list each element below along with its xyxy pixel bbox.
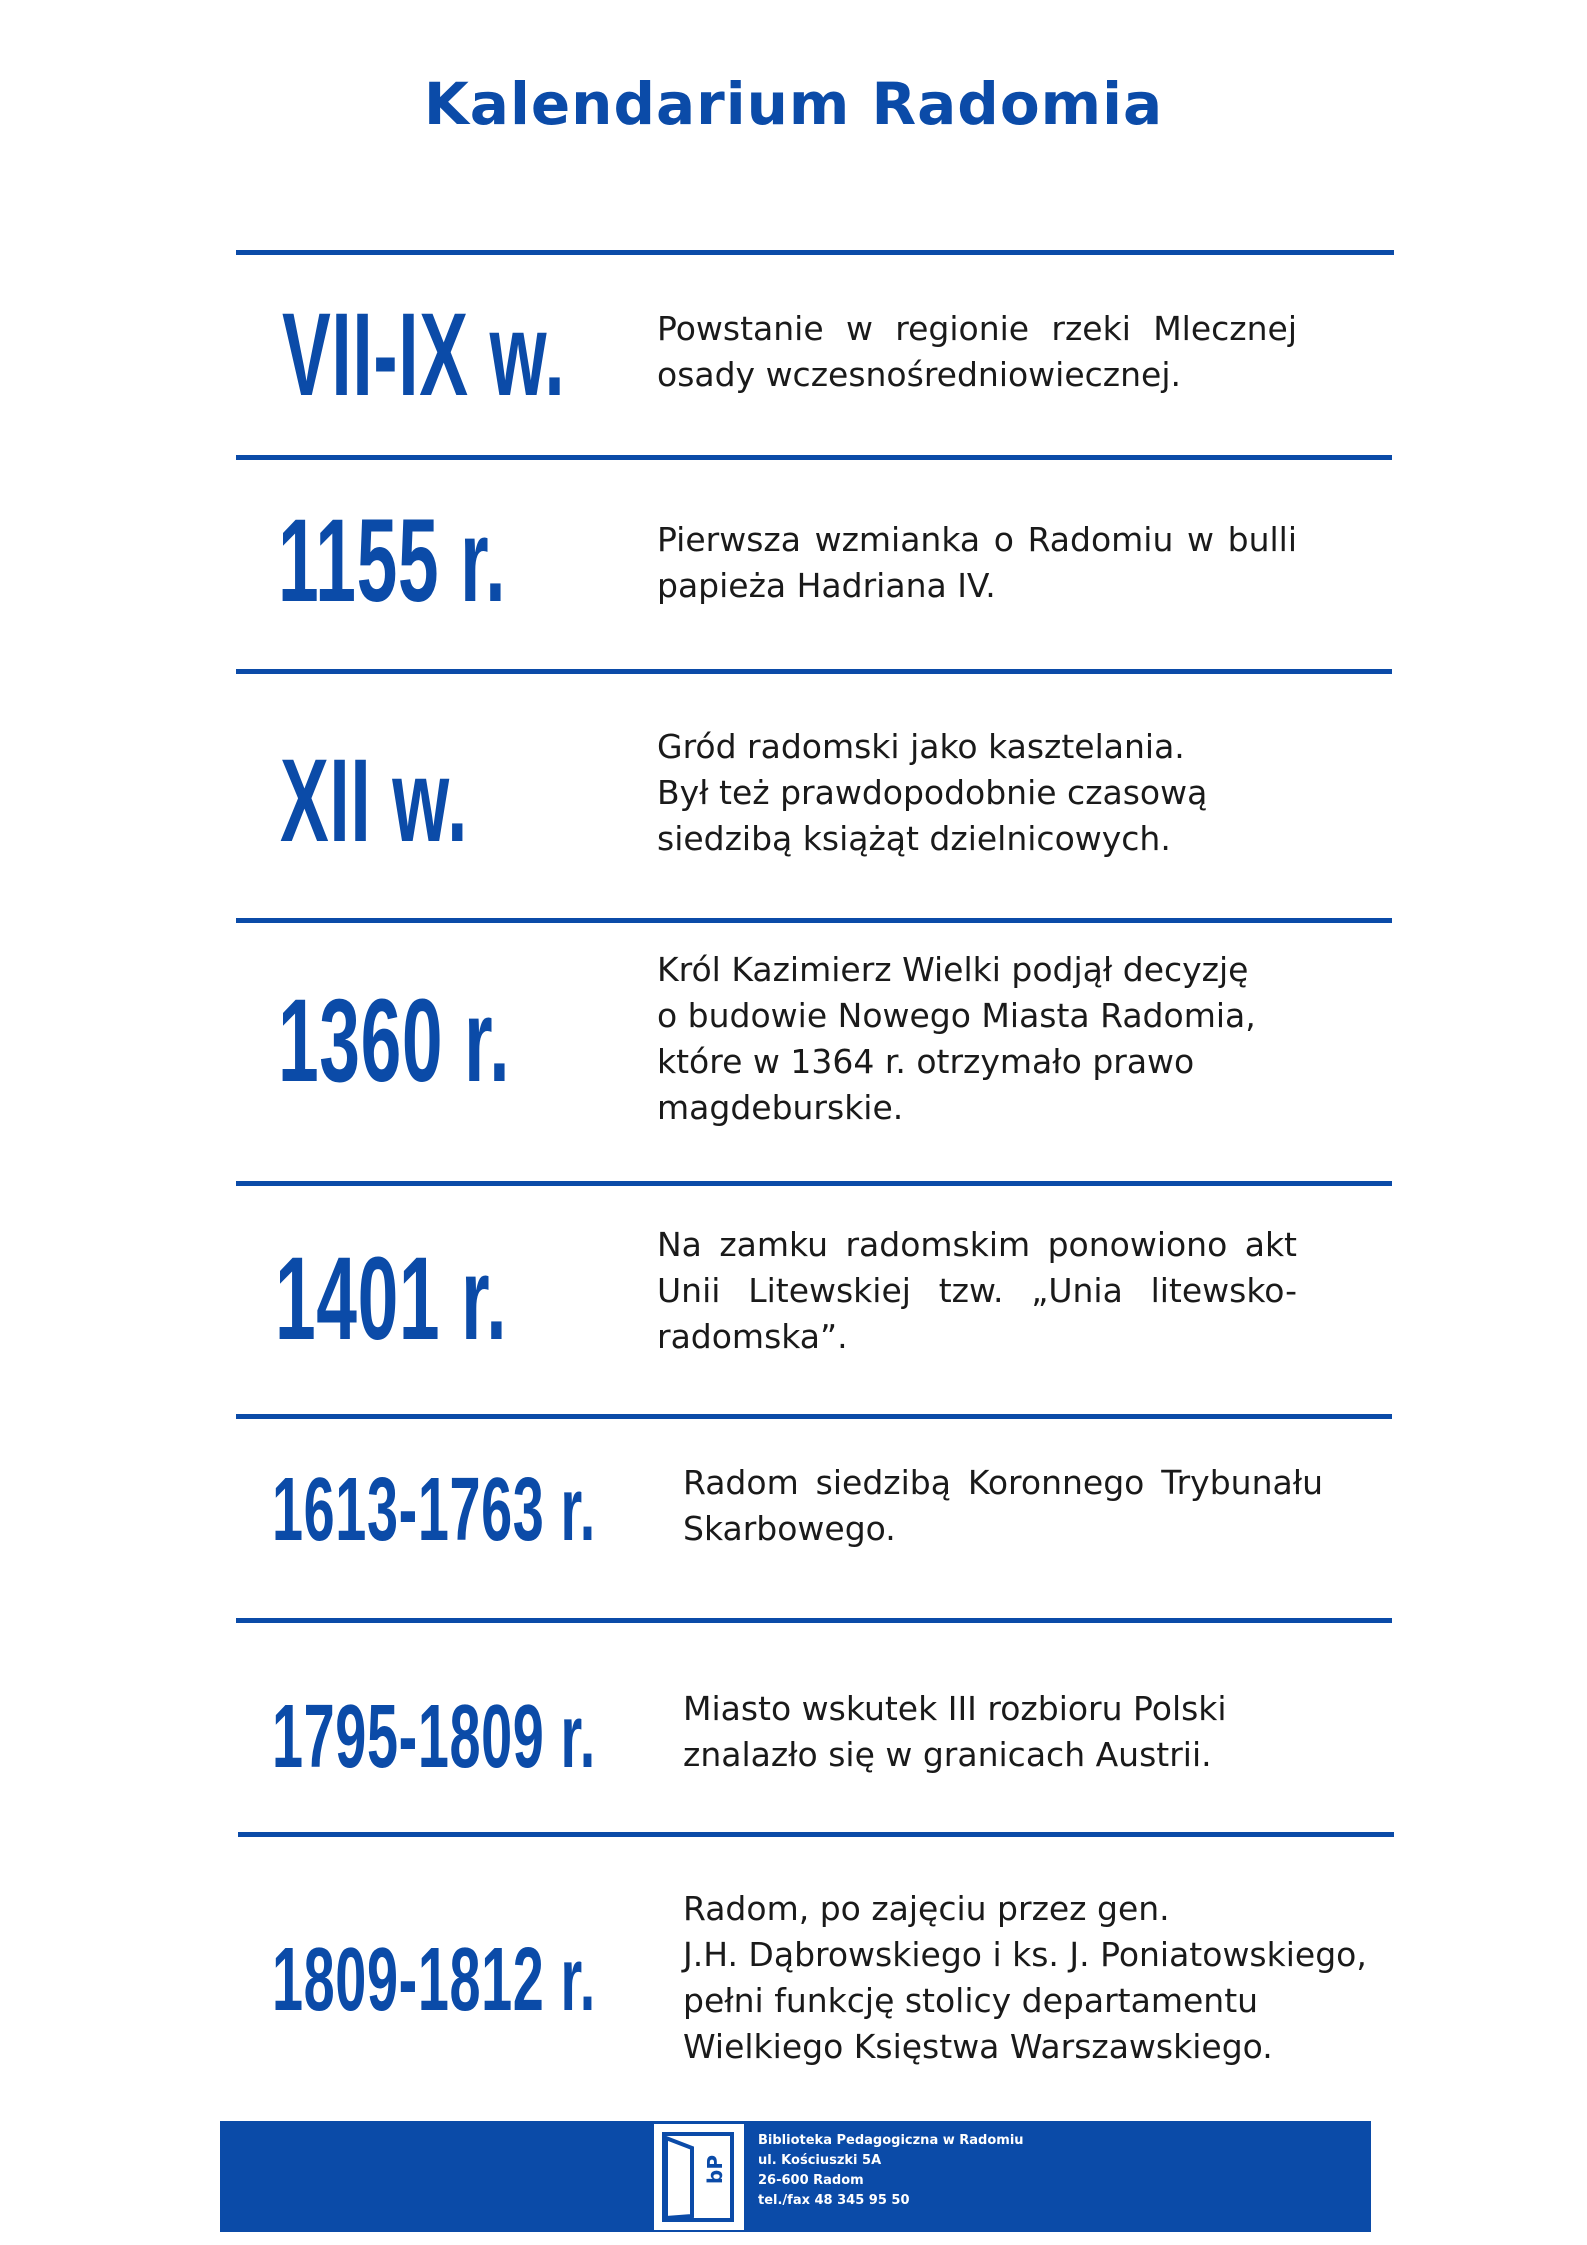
divider	[236, 250, 1394, 255]
description-line: Wielkiego Księstwa Warszawskiego.	[683, 2027, 1273, 2066]
description-line: radomska”.	[657, 1317, 848, 1356]
entry-description	[683, 1886, 1403, 2070]
description-line: Radom, po zajęciu przez gen.	[683, 1889, 1170, 1928]
divider	[236, 1181, 1392, 1186]
entry-description	[657, 517, 1297, 609]
description-line: J.H. Dąbrowskiego i ks. J. Poniatowskiego,	[683, 1935, 1367, 1974]
divider	[238, 1832, 1394, 1837]
description-line: znalazło się w granicach Austrii.	[683, 1735, 1212, 1774]
entry-year: 1795-1809 r.	[272, 1687, 596, 1787]
description-line: Król Kazimierz Wielki podjął decyzję	[657, 950, 1249, 989]
library-address	[758, 2131, 1024, 2211]
library-city: 26-600 Radom	[758, 2173, 864, 2188]
description-line: osady wczesnośredniowiecznej.	[657, 355, 1181, 394]
description-line: Unii Litewskiej tzw. „Unia litewsko-	[657, 1271, 1297, 1310]
entry-description	[683, 1686, 1383, 1778]
library-name: Biblioteka Pedagogiczna w Radomiu	[758, 2133, 1024, 2148]
description-line: Gród radomski jako kasztelania.	[657, 727, 1185, 766]
entry-year: VII-IX w.	[282, 289, 566, 421]
description-line: Pierwsza wzmianka o Radomiu w bulli	[657, 520, 1297, 559]
description-line: magdeburskie.	[657, 1088, 904, 1127]
page-title: Kalendarium Radomia	[423, 70, 1164, 138]
divider	[236, 1618, 1392, 1623]
library-logo	[654, 2124, 744, 2230]
library-street: ul. Kościuszki 5A	[758, 2153, 882, 2168]
description-line: Radom siedzibą Koronnego Trybunału	[683, 1463, 1323, 1502]
entry-description	[657, 947, 1357, 1131]
entry-year: 1401 r.	[275, 1233, 508, 1365]
description-line: Na zamku radomskim ponowiono akt	[657, 1225, 1297, 1264]
divider	[236, 669, 1392, 674]
entry-description	[657, 306, 1297, 398]
divider	[236, 1414, 1392, 1419]
description-line: o budowie Nowego Miasta Radomia,	[657, 996, 1256, 1035]
door-book-icon	[654, 2124, 744, 2230]
logo-lettering: bP	[703, 2155, 727, 2184]
entry-year: 1360 r.	[278, 975, 511, 1107]
description-line: Skarbowego.	[683, 1509, 896, 1548]
entry-description	[683, 1460, 1323, 1552]
library-phone: tel./fax 48 345 95 50	[758, 2193, 910, 2208]
description-line: Był też prawdopodobnie czasową	[657, 773, 1208, 812]
description-line: papieża Hadriana IV.	[657, 566, 996, 605]
entry-year: 1613-1763 r.	[272, 1460, 596, 1560]
divider	[236, 918, 1392, 923]
description-line: pełni funkcję stolicy departamentu	[683, 1981, 1259, 2020]
description-line: Powstanie w regionie rzeki Mlecznej	[657, 309, 1297, 348]
description-line: które w 1364 r. otrzymało prawo	[657, 1042, 1195, 1081]
entry-description	[657, 1222, 1297, 1360]
divider	[236, 455, 1392, 460]
description-line: Miasto wskutek III rozbioru Polski	[683, 1689, 1227, 1728]
entry-description	[657, 724, 1357, 862]
description-line: siedzibą książąt dzielnicowych.	[657, 819, 1171, 858]
entry-year: 1155 r.	[278, 495, 507, 627]
entry-year: 1809-1812 r.	[272, 1930, 596, 2030]
entry-year: XII w.	[280, 735, 469, 867]
